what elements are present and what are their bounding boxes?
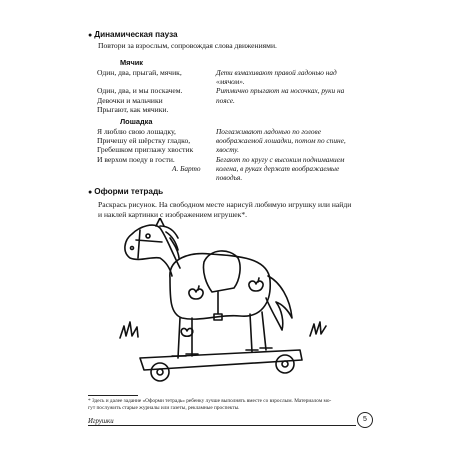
page-number: 5 bbox=[357, 412, 373, 428]
poem-horse: Я люблю свою лошадку, Причешу ей шёрстку гладко, Гребешком приглажу хвостик И верхом поеду в гости. bbox=[97, 127, 194, 164]
actions-horse: Поглаживают ладонью по голове воображаемой лошадки, потом по спине, хвосту. Бегают по кругу с высоким подниманием колена, в руках держат воображаемые поводья. bbox=[216, 127, 346, 183]
task-text: Раскрась рисунок. На свободном месте нарисуй любимую игрушку или найди и наклей картинки с изображением игрушек*. bbox=[98, 200, 352, 220]
subheading-horse: Лошадка bbox=[120, 117, 153, 126]
poem-author: А. Барто bbox=[172, 164, 201, 173]
footer-divider bbox=[88, 425, 356, 426]
section-heading-decorate-notebook: ● Оформи тетрадь bbox=[88, 187, 164, 196]
section-intro: Повтори за взрослым, сопровождая слова движениями. bbox=[98, 41, 277, 50]
footer-chapter-label: Игрушки bbox=[88, 418, 114, 425]
rocking-horse-illustration bbox=[100, 218, 340, 390]
actions-ball: Дети взмахивают правой ладонью над «мячом». Ритмично прыгают на носочках, руки на поясе. bbox=[216, 68, 345, 105]
bullet-icon: ● bbox=[88, 189, 93, 196]
poem-ball: Один, два, прыгай, мячик, Один, два, и мы поскачем. Девочки и мальчики Прыгают, как мячики. bbox=[97, 68, 183, 114]
footnote-divider bbox=[88, 395, 138, 396]
bullet-icon: ● bbox=[88, 32, 93, 39]
subheading-ball: Мячик bbox=[120, 58, 144, 67]
footnote: * Здесь и далее задание «Оформи тетрадь» ребенку лучше выполнять вместе со взрослым. Материалом мо- гут послужить старые журналы или газеты, рекламные проспекты. bbox=[88, 398, 332, 411]
section-heading-dynamic-pause: ● Динамическая пауза bbox=[88, 30, 178, 39]
